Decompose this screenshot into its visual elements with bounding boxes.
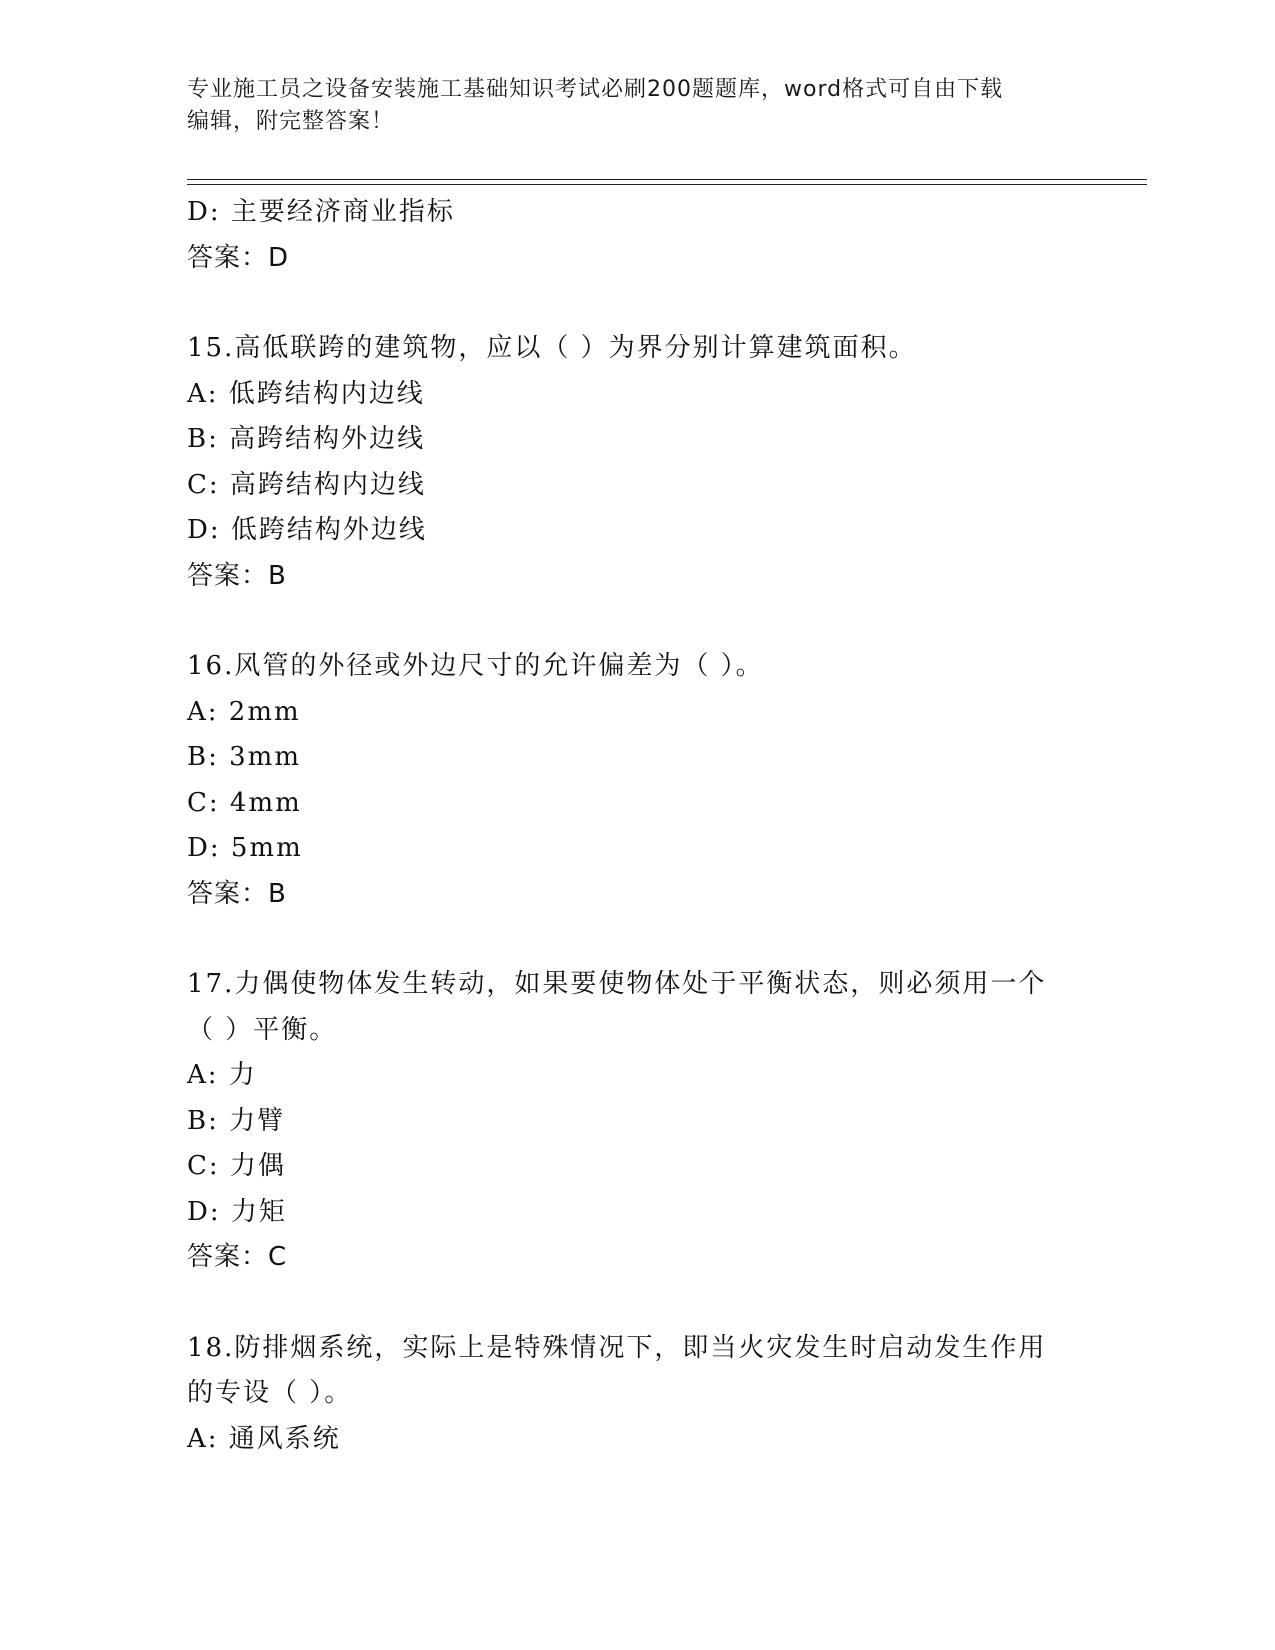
previous-question-tail — [187, 190, 1087, 281]
question-16 — [187, 644, 1087, 917]
header-divider-bottom — [187, 184, 1147, 185]
document-header — [187, 74, 1077, 138]
option-b: B: 高跨结构外边线 — [187, 424, 426, 454]
answer-line: 答案：C — [187, 1242, 288, 1272]
option-b: B: 3mm — [187, 742, 301, 772]
question-stem-line2: （ ）平衡。 — [187, 1014, 338, 1045]
option-b: B: 力臂 — [187, 1105, 286, 1136]
document-body — [187, 190, 1087, 1462]
answer-line: 答案：B — [187, 560, 287, 591]
option-a: A: 通风系统 — [187, 1423, 341, 1454]
header-divider-top — [187, 179, 1147, 180]
option-c: C: 高跨结构内边线 — [187, 469, 426, 500]
question-stem: 16.风管的外径或外边尺寸的允许偏差为（ ）。 — [187, 651, 764, 681]
question-stem-line1: 17.力偶使物体发生转动，如果要使物体处于平衡状态，则必须用一个 — [187, 969, 1047, 999]
question-stem-line1: 18.防排烟系统，实际上是特殊情况下，即当火灾发生时启动发生作用 — [187, 1332, 1047, 1363]
option-d: D: 5mm — [187, 833, 303, 863]
question-17 — [187, 962, 1087, 1281]
header-title-line1: 专业施工员之设备安装施工基础知识考试必刷200题题库，word格式可自由下载 — [187, 77, 1004, 102]
question-stem: 15.高低联跨的建筑物，应以（ ）为界分别计算建筑面积。 — [187, 333, 917, 363]
question-stem-line2: 的专设（ ）。 — [187, 1378, 353, 1408]
option-c: C: 4mm — [187, 787, 302, 818]
question-18 — [187, 1326, 1087, 1463]
option-c: C: 力偶 — [187, 1151, 286, 1181]
option-d: D: 低跨结构外边线 — [187, 515, 427, 545]
option-d: D: 力矩 — [187, 1196, 287, 1227]
header-title-line2: 编辑，附完整答案！ — [187, 109, 395, 134]
option-d: D: 主要经济商业指标 — [187, 197, 455, 227]
question-15 — [187, 326, 1087, 599]
answer-line: 答案：D — [187, 242, 290, 273]
option-a: A: 力 — [187, 1060, 257, 1090]
option-a: A: 2mm — [187, 696, 301, 727]
option-a: A: 低跨结构内边线 — [187, 378, 425, 409]
answer-line: 答案：B — [187, 878, 287, 909]
